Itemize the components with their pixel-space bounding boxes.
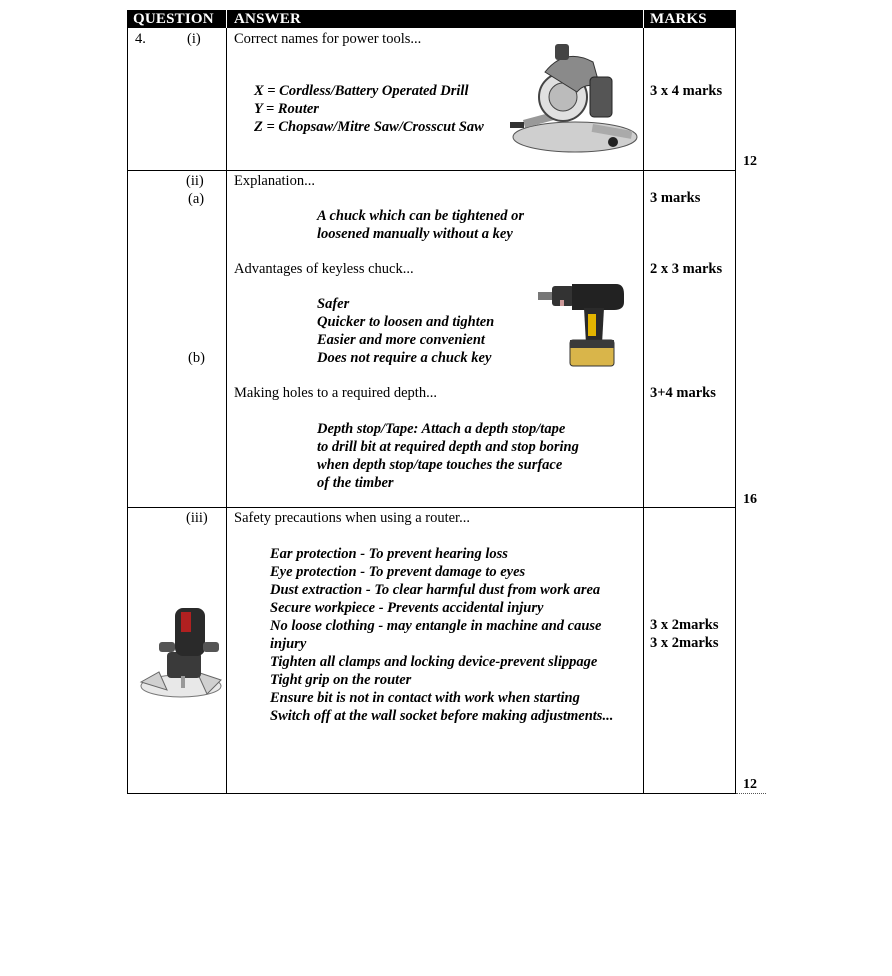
- precaution-item: No loose clothing - may entangle in machine and cause: [270, 618, 602, 634]
- question-number: 4.: [135, 31, 146, 47]
- part-ii-a-label: (a): [188, 191, 205, 207]
- precaution-item: Secure workpiece - Prevents accidental injury: [270, 600, 544, 616]
- part-iii-marks-1: 3 x 2marks: [650, 617, 719, 633]
- precaution-item: Eye protection - To prevent damage to eyes: [270, 564, 526, 580]
- header-answer: ANSWER: [234, 11, 302, 27]
- advantage-item: Easier and more convenient: [317, 332, 485, 348]
- part-ii-holes-answer: [317, 420, 579, 492]
- answer-item: Y = Router: [254, 101, 319, 117]
- answer-line: when depth stop/tape touches the surface: [317, 457, 563, 473]
- part-i-answer-list: [254, 82, 484, 136]
- part-ii-advantages-marks: 2 x 3 marks: [650, 261, 723, 277]
- cordless-drill-image: [536, 280, 626, 372]
- mitre-saw-image: [505, 42, 640, 157]
- part-ii-explanation-answer: [317, 207, 524, 243]
- part-ii-holes-prompt: Making holes to a required depth...: [234, 385, 437, 401]
- table-col-divider-2: [643, 28, 644, 794]
- part-i-label: (i): [187, 31, 201, 47]
- part-iii-prompt: Safety precautions when using a router...: [234, 510, 470, 526]
- header-bar: [127, 10, 736, 28]
- row-divider-1: [127, 170, 736, 171]
- row-divider-2: [127, 507, 736, 508]
- precaution-item: Tight grip on the router: [270, 672, 412, 688]
- part-i-marks: 3 x 4 marks: [650, 83, 723, 99]
- precaution-item: Switch off at the wall socket before making adjustments...: [270, 708, 614, 724]
- part-iii-total: 12: [743, 777, 757, 792]
- answer-line: to drill bit at required depth and stop boring: [317, 439, 579, 455]
- part-iii-precautions-list: [270, 545, 613, 725]
- answer-line: of the timber: [317, 475, 394, 491]
- table-left-border: [127, 28, 128, 794]
- part-i-total: 12: [743, 154, 757, 169]
- table-col-divider-1: [226, 28, 227, 794]
- part-iii-marks-2: 3 x 2marks: [650, 635, 719, 651]
- part-ii-b-label: (b): [188, 350, 205, 366]
- advantage-item: Quicker to loosen and tighten: [317, 314, 495, 330]
- precaution-item: Ear protection - To prevent hearing loss: [270, 546, 508, 562]
- router-image: [137, 602, 225, 702]
- header-question: QUESTION: [133, 11, 214, 27]
- table-bottom-border: [127, 793, 736, 794]
- part-ii-advantages-prompt: Advantages of keyless chuck...: [234, 261, 414, 277]
- answer-line: A chuck which can be tightened or: [317, 208, 525, 224]
- precaution-item: Ensure bit is not in contact with work when starting: [270, 690, 580, 706]
- precaution-item: injury: [270, 636, 307, 652]
- part-ii-holes-marks: 3+4 marks: [650, 385, 716, 401]
- answer-item: X = Cordless/Battery Operated Drill: [254, 83, 469, 99]
- part-iii-label: (iii): [186, 510, 208, 526]
- part-ii-advantages-list: [317, 295, 494, 367]
- advantage-item: Safer: [317, 296, 350, 312]
- header-marks: MARKS: [650, 11, 707, 27]
- part-ii-label: (ii): [186, 173, 204, 189]
- answer-line: Depth stop/Tape: Attach a depth stop/tape: [317, 421, 566, 437]
- part-ii-total: 16: [743, 492, 757, 507]
- part-ii-explanation-prompt: Explanation...: [234, 173, 315, 189]
- part-i-prompt: Correct names for power tools...: [234, 31, 422, 47]
- total-underline-dotted: [736, 793, 766, 794]
- answer-item: Z = Chopsaw/Mitre Saw/Crosscut Saw: [254, 119, 484, 135]
- part-ii-explanation-marks: 3 marks: [650, 190, 701, 206]
- table-right-border: [735, 28, 736, 794]
- precaution-item: Dust extraction - To clear harmful dust from work area: [270, 582, 601, 598]
- advantage-item: Does not require a chuck key: [317, 350, 492, 366]
- precaution-item: Tighten all clamps and locking device-prevent slippage: [270, 654, 598, 670]
- answer-line: loosened manually without a key: [317, 226, 513, 242]
